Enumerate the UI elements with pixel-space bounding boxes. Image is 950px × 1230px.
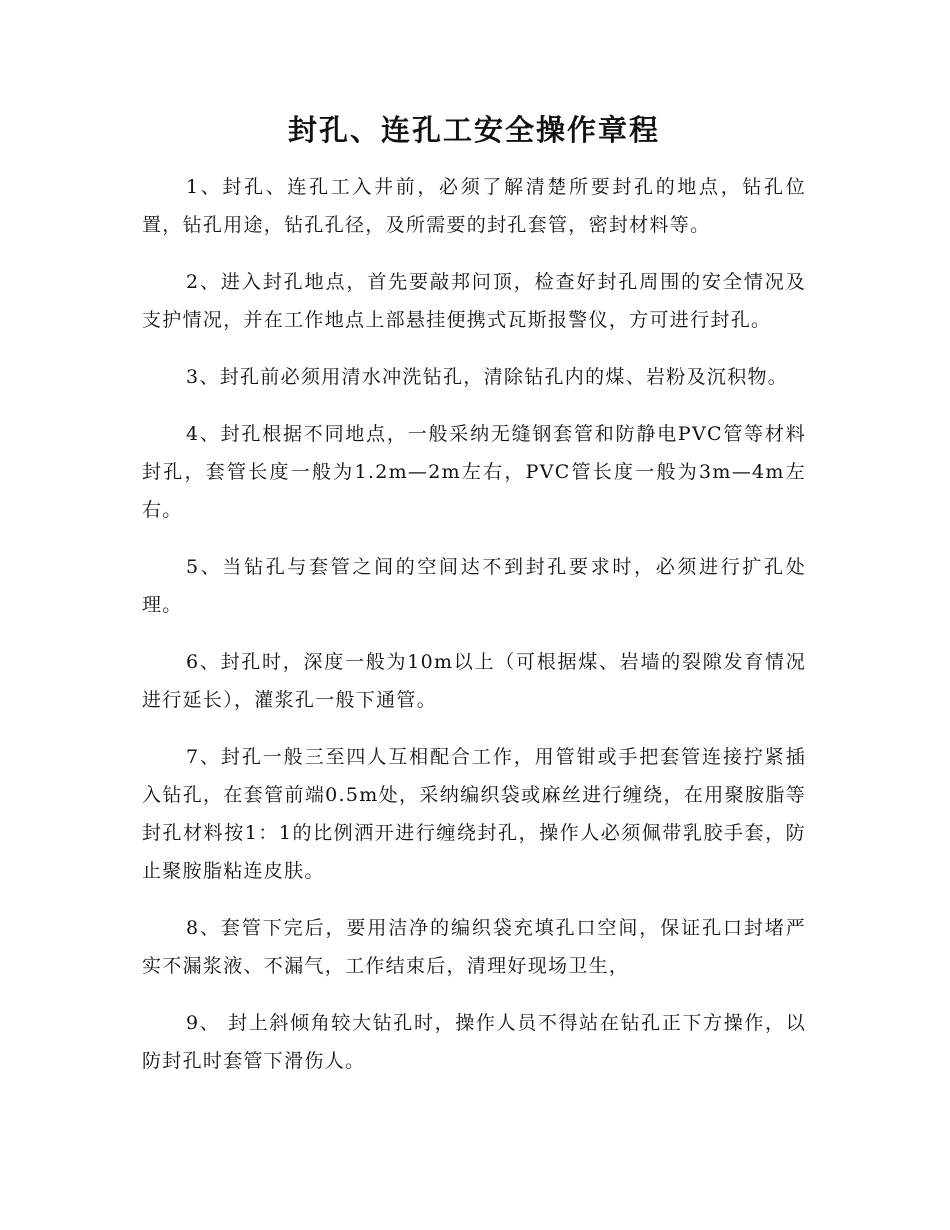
rule-paragraph-6: 6、封孔时，深度一般为10m以上（可根据煤、岩墙的裂隙发育情况进行延长），灌浆孔一般下通管。 [142, 651, 806, 711]
rule-paragraph-5: 5、当钻孔与套管之间的空间达不到封孔要求时，必须进行扩孔处理。 [142, 556, 806, 616]
rule-paragraph-3: 3、封孔前必须用清水冲洗钻孔，清除钻孔内的煤、岩粉及沉积物。 [186, 366, 789, 388]
rule-paragraph-9: 9、 封上斜倾角较大钻孔时，操作人员不得站在钻孔正下方操作，以防封孔时套管下滑伤人。 [142, 1012, 806, 1072]
rule-paragraph-2: 2、进入封孔地点，首先要敲邦问顶，检查好封孔周围的安全情况及支护情况，并在工作地点上部悬挂便携式瓦斯报警仪，方可进行封孔。 [142, 271, 806, 331]
rule-paragraph-8: 8、套管下完后，要用洁净的编织袋充填孔口空间，保证孔口封堵严实不漏浆液、不漏气，工作结束后，清理好现场卫生， [142, 917, 806, 977]
rule-paragraph-7: 7、封孔一般三至四人互相配合工作，用管钳或手把套管连接拧紧插入钻孔，在套管前端0.5m处，采纳编织袋或麻丝进行缠绕，在用聚胺脂等封孔材料按1：1的比例洒开进行缠绕封孔，操作人必须佩带乳胶手套，防止聚胺脂粘连皮肤。 [142, 746, 806, 882]
document-title: 封孔、连孔工安全操作章程 [287, 113, 660, 147]
rule-paragraph-4: 4、封孔根据不同地点，一般采纳无缝钢套管和防静电PVC管等材料封孔，套管长度一般为1.2m—2m左右，PVC管长度一般为3m—4m左右。 [142, 423, 806, 521]
rule-paragraph-1: 1、封孔、连孔工入井前，必须了解清楚所要封孔的地点，钻孔位置，钻孔用途，钻孔孔径，及所需要的封孔套管，密封材料等。 [142, 176, 806, 236]
